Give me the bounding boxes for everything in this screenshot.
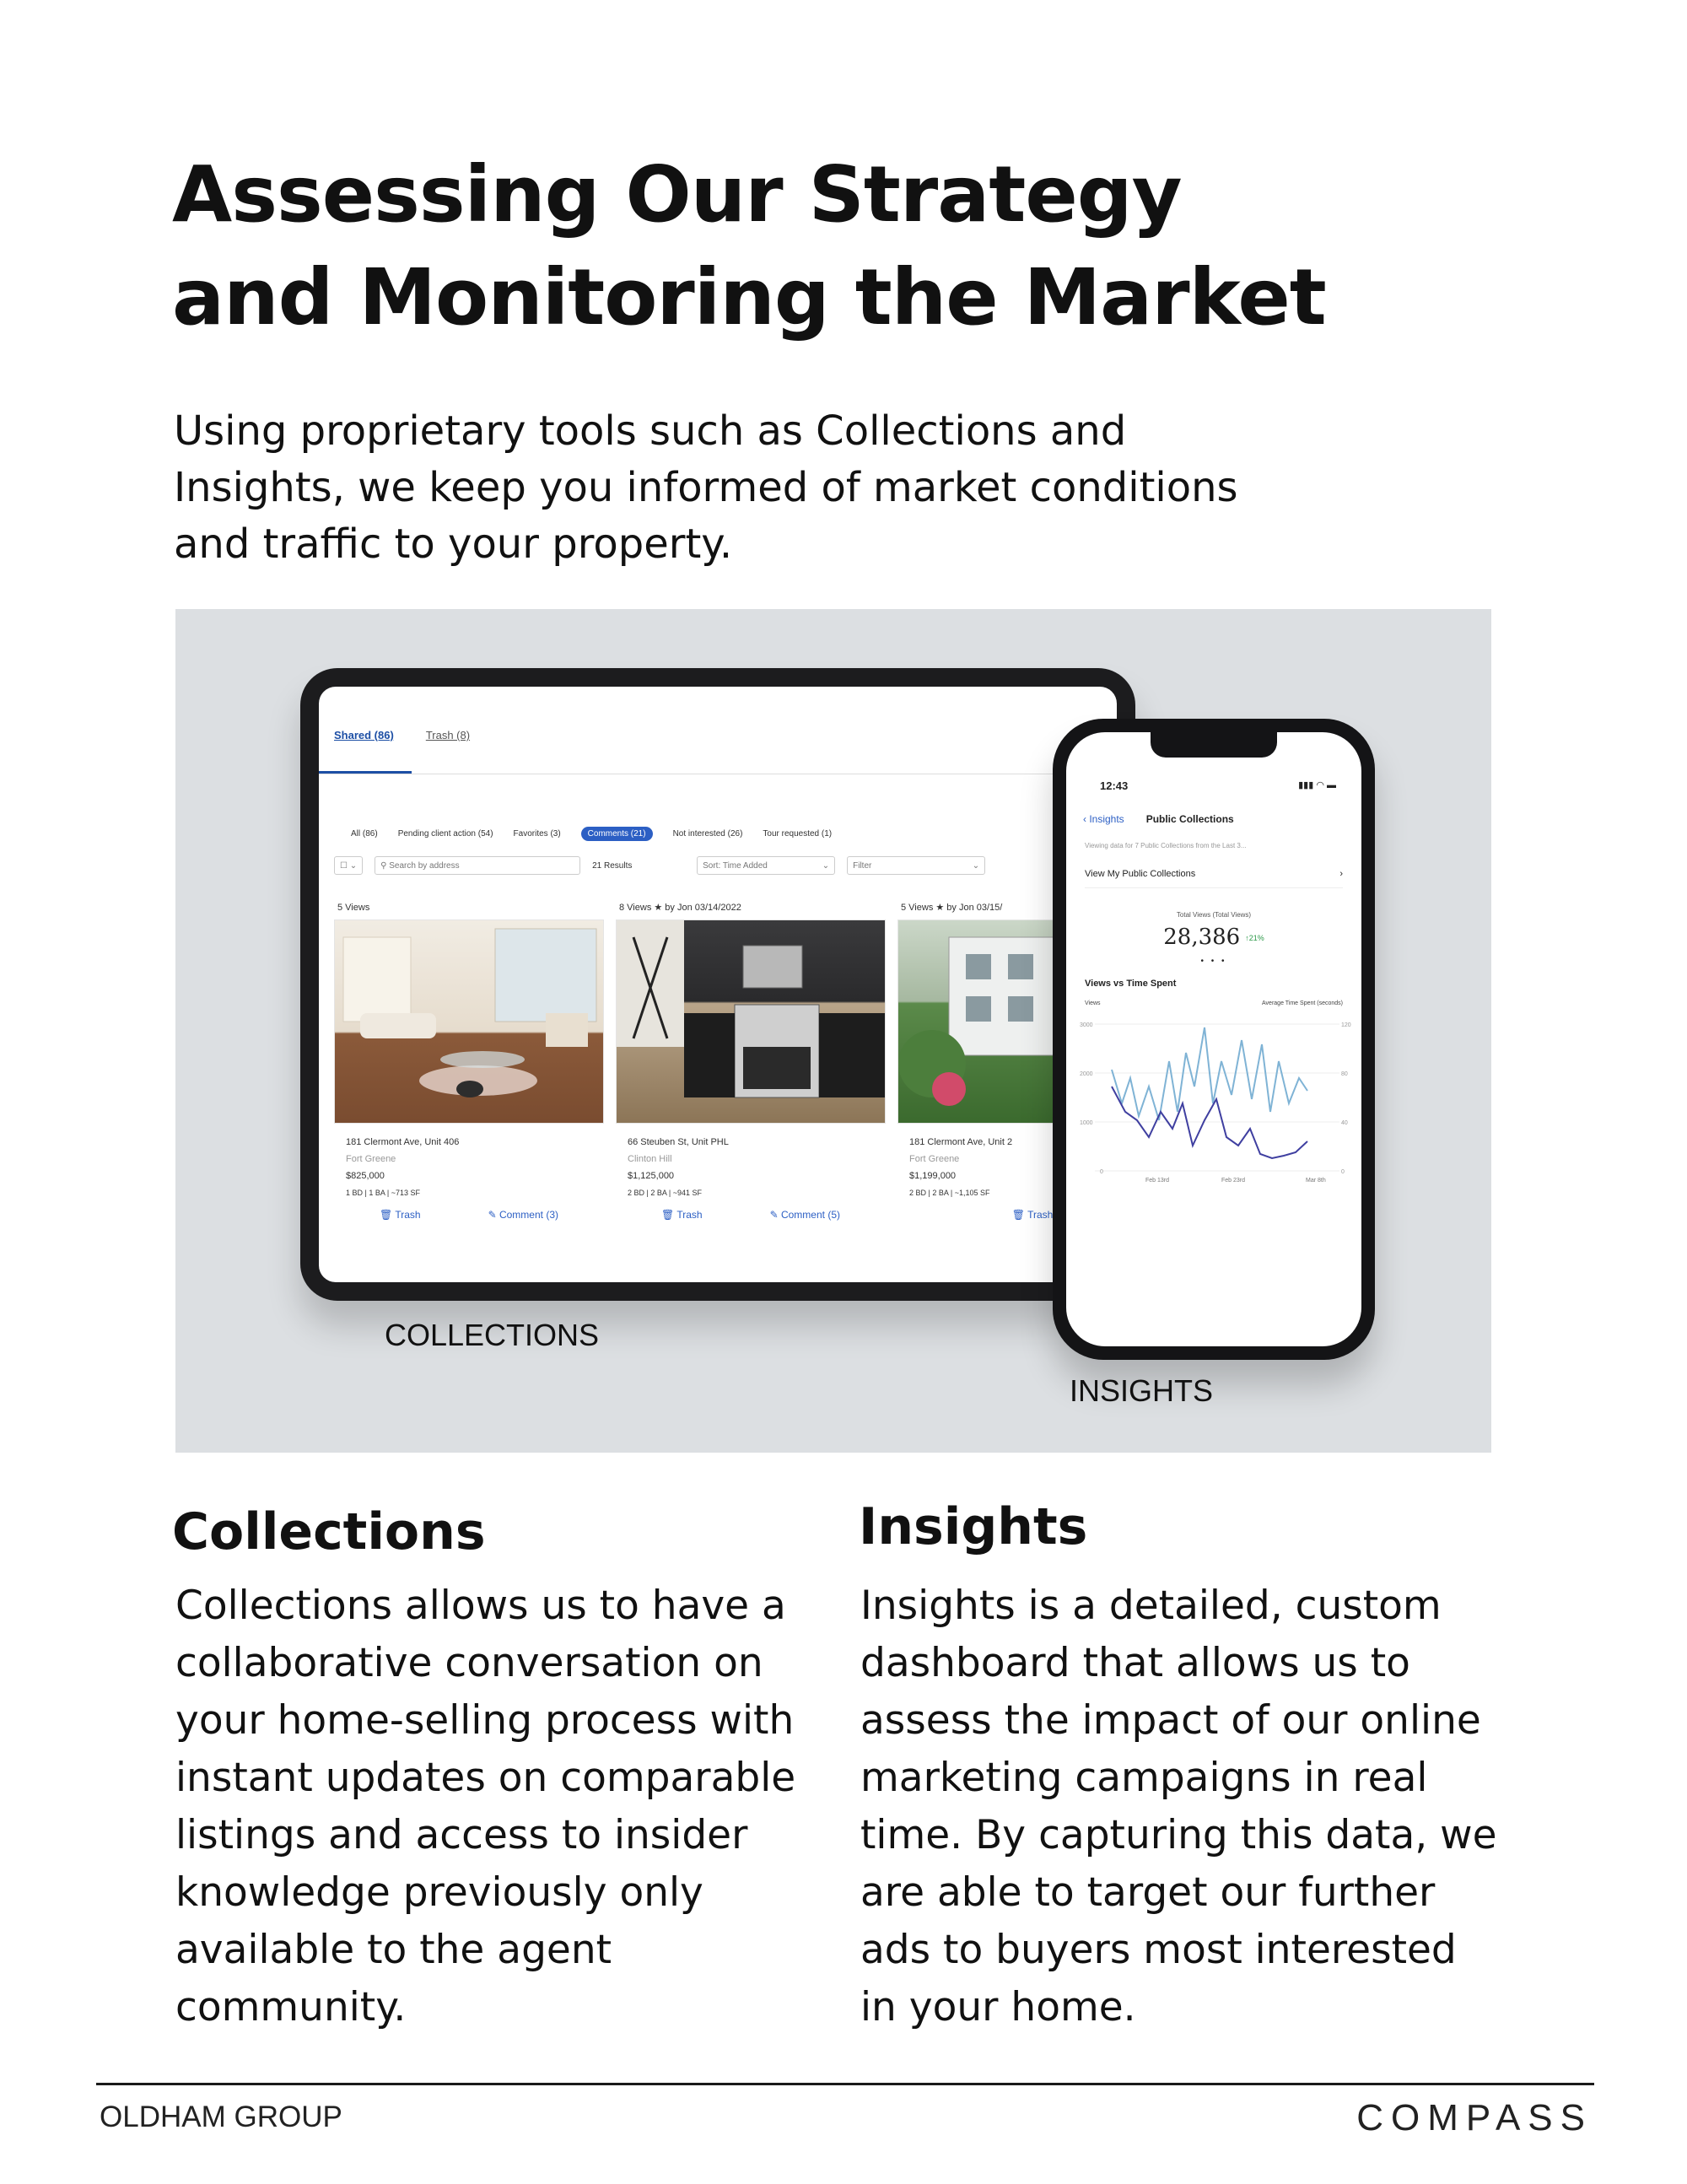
y-tick-right: 120: [1341, 1022, 1351, 1028]
insights-caption: INSIGHTS: [1070, 1373, 1214, 1408]
filter-chip-favorites: Favorites (3): [513, 829, 561, 839]
card-details: 1 BD | 1 BA | ~713 SF: [346, 1189, 420, 1197]
card-body: [334, 1124, 604, 1233]
search-placeholder: Search by address: [389, 860, 460, 871]
card-details: 2 BD | 2 BA | ~941 SF: [628, 1189, 702, 1197]
collections-tabs: [334, 729, 470, 741]
back-link: ‹ Insights: [1083, 813, 1124, 825]
listing-card: [334, 896, 604, 1233]
card-actions: [346, 1206, 592, 1223]
card-price: $1,125,000: [628, 1171, 675, 1181]
card-area: Clinton Hill: [628, 1154, 672, 1164]
collections-caption: COLLECTIONS: [385, 1318, 600, 1352]
phone-notch: [1151, 732, 1277, 758]
compass-logo: COMPASS: [1356, 2097, 1593, 2138]
card-actions: [628, 1206, 874, 1223]
search-row: [334, 854, 1117, 877]
y-tick-left: 3000: [1080, 1022, 1093, 1028]
left-axis-label: Views: [1085, 1000, 1101, 1006]
results-count: 21 Results: [592, 860, 633, 871]
comment-action: [488, 1206, 558, 1223]
intro-paragraph: Using proprietary tools such as Collections and Insights, we keep you informed of market conditions and traffic to your property.: [174, 407, 1238, 568]
y-tick-right: 40: [1341, 1120, 1348, 1126]
y-tick-right: 0: [1341, 1169, 1345, 1175]
insights-description: Insights is a detailed, custom dashboard that allows us to assess the impact of our online marketing campaigns in real time. By capturing this data, we are able to target our further ads to buyers most interested in your home.: [860, 1583, 1497, 2030]
card-area: Fort Greene: [909, 1154, 960, 1164]
card-address: 66 Steuben St, Unit PHL: [628, 1137, 729, 1147]
public-collections-row: [1085, 869, 1343, 888]
trash-action: [1012, 1206, 1054, 1223]
listing-card: [616, 896, 886, 1233]
card-views: 8 Views ★ by Jon 03/14/2022: [619, 903, 741, 913]
card-price: $825,000: [346, 1171, 385, 1181]
listing-photo: [616, 919, 886, 1124]
chart-axis-labels: [1085, 1000, 1343, 1006]
filter-chip-not-interested: Not interested (26): [672, 829, 743, 839]
x-tick: Mar 8th: [1306, 1178, 1326, 1184]
comment-icon: ✎: [488, 1209, 497, 1221]
status-time: 12:43: [1100, 779, 1129, 792]
filter-chip-all: All (86): [351, 829, 378, 839]
kitchen-illustration: [617, 920, 886, 1123]
time-spent-line: [1112, 1027, 1307, 1120]
tablet-device: [300, 668, 1135, 1301]
select-checkbox: ☐ ⌄: [334, 856, 363, 875]
filter-chip-pending: Pending client action (54): [397, 829, 493, 839]
trash-icon: 🗑: [1011, 1209, 1025, 1221]
trash-icon: 🗑: [660, 1209, 675, 1221]
x-tick: Feb 23rd: [1221, 1178, 1246, 1184]
trash-label: Trash: [676, 1209, 703, 1221]
total-views: 28,386: [1163, 925, 1241, 950]
collections-description: Collections allows us to have a collaborative conversation on your home-selling process with instant updates on comparable listings and access to insider knowledge previously only available to the agent community.: [175, 1583, 796, 2030]
sort-label: Sort: Time Added: [703, 860, 768, 871]
listing-photo: [334, 919, 604, 1124]
card-address: 181 Clermont Ave, Unit 406: [346, 1137, 460, 1147]
chart-title: Views vs Time Spent: [1085, 979, 1177, 989]
phone-device: [1053, 719, 1375, 1360]
insights-screen: [1066, 732, 1361, 1346]
chevron-down-icon: ⌄: [972, 860, 980, 871]
chevron-down-icon: ⌄: [822, 860, 830, 871]
filter-chip-tour-requested: Tour requested (1): [763, 829, 833, 839]
tab-shared: Shared (86): [334, 729, 394, 741]
y-tick-left: 0: [1100, 1169, 1103, 1175]
title-line-1: Assessing Our Strategy: [172, 149, 1182, 240]
insights-heading: Insights: [859, 1497, 1088, 1556]
metric-label: Total Views (Total Views): [1176, 911, 1252, 919]
card-area: Fort Greene: [346, 1154, 396, 1164]
listing-cards: [334, 896, 1117, 1233]
filter-select: [847, 856, 985, 875]
living-room-illustration: [335, 920, 604, 1123]
footer-team-name: OLDHAM GROUP: [100, 2100, 342, 2133]
card-views: 5 Views ★ by Jon 03/15/: [901, 903, 1003, 913]
right-axis-label: Average Time Spent (seconds): [1262, 1000, 1343, 1006]
comment-label: Comment (5): [780, 1209, 840, 1221]
status-icons: ▮▮▮ ◠ ▬: [1298, 780, 1336, 790]
phone-nav: [1083, 813, 1345, 825]
footer-divider: [96, 2083, 1594, 2085]
filter-chips: [351, 827, 832, 841]
trash-action: [380, 1206, 421, 1223]
filter-chip-comments: Comments (21): [581, 827, 653, 841]
metric-value: [1066, 925, 1361, 950]
collections-heading: Collections: [172, 1502, 486, 1561]
sort-select: [697, 856, 835, 875]
search-icon: ⚲: [380, 860, 390, 871]
viewing-note: Viewing data for 7 Public Collections from the Last 3...: [1085, 842, 1247, 849]
tab-trash: Trash (8): [425, 729, 471, 741]
card-body: [616, 1124, 886, 1233]
collections-screen: [319, 687, 1117, 1282]
hero-image: [175, 609, 1491, 1453]
trash-action: [661, 1206, 703, 1223]
y-tick-left: 1000: [1080, 1120, 1093, 1126]
y-tick-right: 80: [1341, 1071, 1348, 1077]
nav-title: Public Collections: [1145, 813, 1234, 825]
card-address: 181 Clermont Ave, Unit 2: [909, 1137, 1013, 1147]
page-title: [172, 143, 1437, 349]
chevron-right-icon: ›: [1339, 869, 1343, 879]
search-input: [375, 856, 580, 875]
metric-change: ↑21%: [1245, 934, 1264, 942]
trash-label: Trash: [395, 1209, 421, 1221]
y-tick-left: 2000: [1080, 1071, 1093, 1077]
card-details: 2 BD | 2 BA | ~1,105 SF: [909, 1189, 990, 1197]
pager-dots: • • •: [1200, 957, 1227, 966]
filter-label: Filter: [853, 860, 872, 871]
comment-action: [770, 1206, 840, 1223]
trash-icon: 🗑: [379, 1209, 393, 1221]
row-label: View My Public Collections: [1085, 869, 1196, 879]
card-price: $1,199,000: [909, 1171, 957, 1181]
comment-icon: ✎: [769, 1209, 779, 1221]
card-views: 5 Views: [337, 903, 370, 913]
x-tick: Feb 13rd: [1145, 1178, 1170, 1184]
views-vs-time-chart: [1078, 1011, 1356, 1188]
trash-label: Trash: [1027, 1209, 1054, 1221]
comment-label: Comment (3): [499, 1209, 558, 1221]
title-line-2: and Monitoring the Market: [172, 252, 1326, 342]
